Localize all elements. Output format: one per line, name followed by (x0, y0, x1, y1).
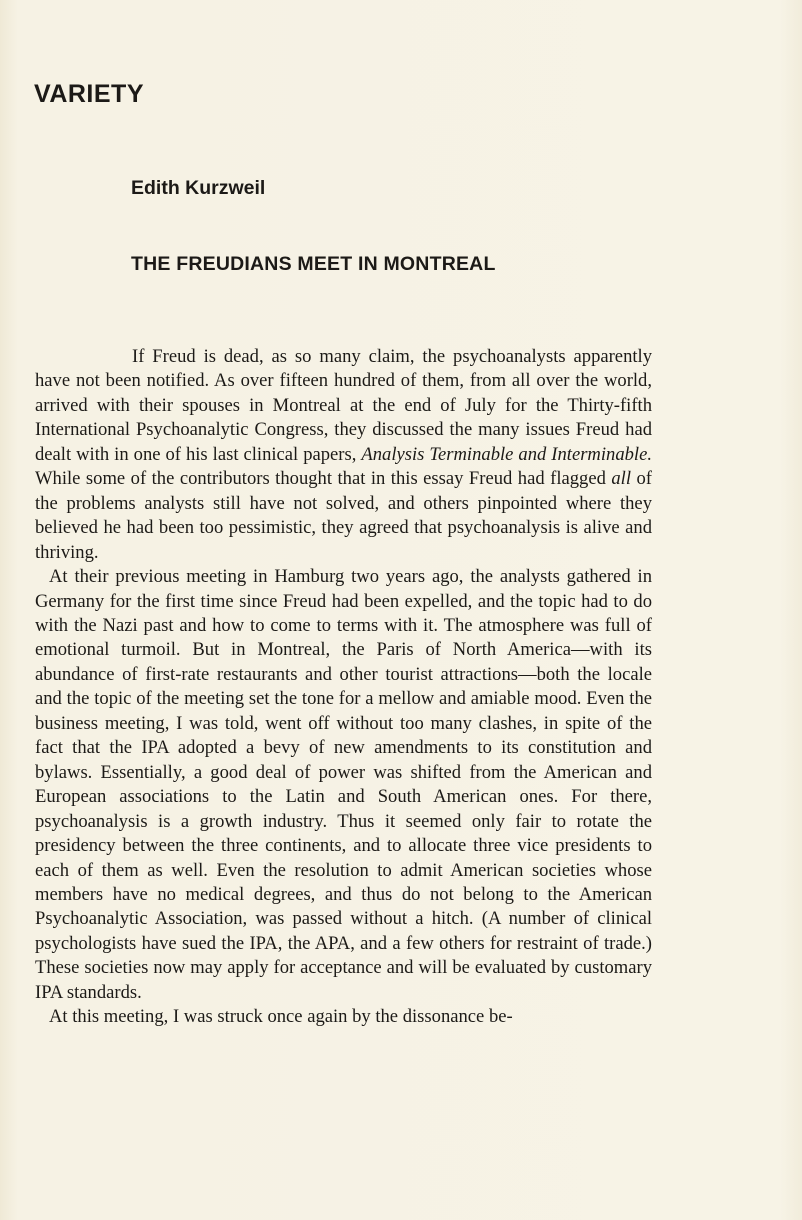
author-name: Edith Kurzweil (131, 177, 266, 199)
paragraph-1-text-c: of the problems analysts still have not solved, and others pinpointed where they believed he had been too pessimistic, they agreed that psychoanalysis is alive and thriving. (35, 468, 652, 563)
paragraph-1 (35, 345, 652, 565)
emphasis-all: all (611, 468, 632, 490)
paragraph-3: At this meeting, I was struck once again by the dissonance be- (49, 1006, 513, 1028)
paragraph-1-text-a: If Freud is dead, as so many claim, the psychoanalysts apparently have not been notified. As over fifteen hundred of them, from all over the world, arrived with their spouses in Montreal at the end of July for the Thirty-fifth International Psychoanalytic Congress, they discussed the many issues Freud had dealt with in one of his last clinical papers, (35, 346, 652, 465)
article-body (35, 345, 652, 1030)
paragraph-2: At their previous meeting in Hamburg two years ago, the analysts gathered in Germany for the first time since Freud had been expelled, and the topic had to do with the Nazi past and how to come to terms with it. The atmosphere was full of emotional turmoil. But in Montreal, the Paris of North America—with its abundance of first-rate restaurants and other tourist attractions—both the locale and the topic of the meeting set the tone for a mellow and amiable mood. Even the business meeting, I was told, went off without too many clashes, in spite of the fact that the IPA adopted a bevy of new amendments to its constitution and bylaws. Essentially, a good deal of power was shifted from the American and European associations to the Latin and South American ones. For there, psychoanalysis is a growth industry. Thus it seemed only fair to rotate the presidency between the three continents, and to allocate three vice presidents to each of them as well. Even the resolution to admit American societies whose members have no medical degrees, and thus do not belong to the American Psychoanalytic Association, was passed without a hitch. (A number of clinical psychologists have sued the IPA, the APA, and a few others for restraint of trade.) These societies now may apply for acceptance and will be evaluated by customary IPA standards. (35, 566, 652, 1003)
paragraph-1-text-b: While some of the contributors thought that in this essay Freud had flagged (35, 468, 612, 490)
book-title: Analysis Terminable and Interminable. (361, 443, 652, 465)
article-title: THE FREUDIANS MEET IN MONTREAL (131, 253, 496, 275)
section-heading: VARIETY (34, 80, 144, 108)
